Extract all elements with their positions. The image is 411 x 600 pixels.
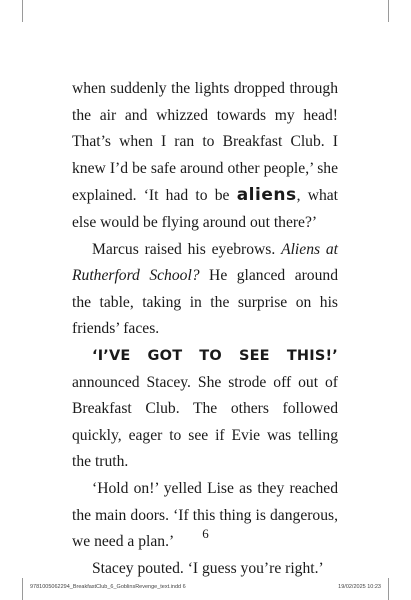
body-text (72, 76, 338, 582)
slug-timestamp: 19/02/2025 10:23 (338, 584, 381, 590)
crop-mark-top-left (22, 0, 23, 22)
page-number: 6 (202, 526, 209, 541)
paragraph-2: Marcus raised his eyebrows. Aliens at Rutherford School? He glanced around the table, taking in the surprise on his friends’ faces. (72, 240, 338, 338)
paragraph-5: Stacey pouted. ‘I guess you’re right.’ (92, 559, 324, 577)
paragraph-3: ‘I’VE GOT TO SEE THIS!’ announced Stacey. She strode off out of Breakfast Club. The others followed quickly, eager to see if Evie was telling the truth. (72, 347, 338, 471)
paragraph-4: ‘Hold on!’ yelled Lise as they reached the main doors. ‘If this thing is dangerous, we need a plan.’ (72, 479, 338, 551)
shout-text: ‘I’VE GOT TO SEE THIS!’ (92, 347, 338, 364)
crop-mark-top-right (388, 0, 389, 22)
slug-filename: 9781005062294_BreakfastClub_6_GoblinsRevenge_text.indd 6 (30, 584, 186, 590)
crop-mark-bottom-right (388, 578, 389, 600)
stylized-word-aliens: aliens (236, 185, 297, 206)
paragraph-1: when suddenly the lights dropped through the air and whizzed towards my head! That’s when I ran to Breakfast Club. I knew I’d be safe around other people,’ she explained. ‘It had to be aliens, what else would be flying around out there?’ (72, 80, 339, 231)
print-slug (30, 584, 381, 590)
crop-mark-bottom-left (22, 578, 23, 600)
